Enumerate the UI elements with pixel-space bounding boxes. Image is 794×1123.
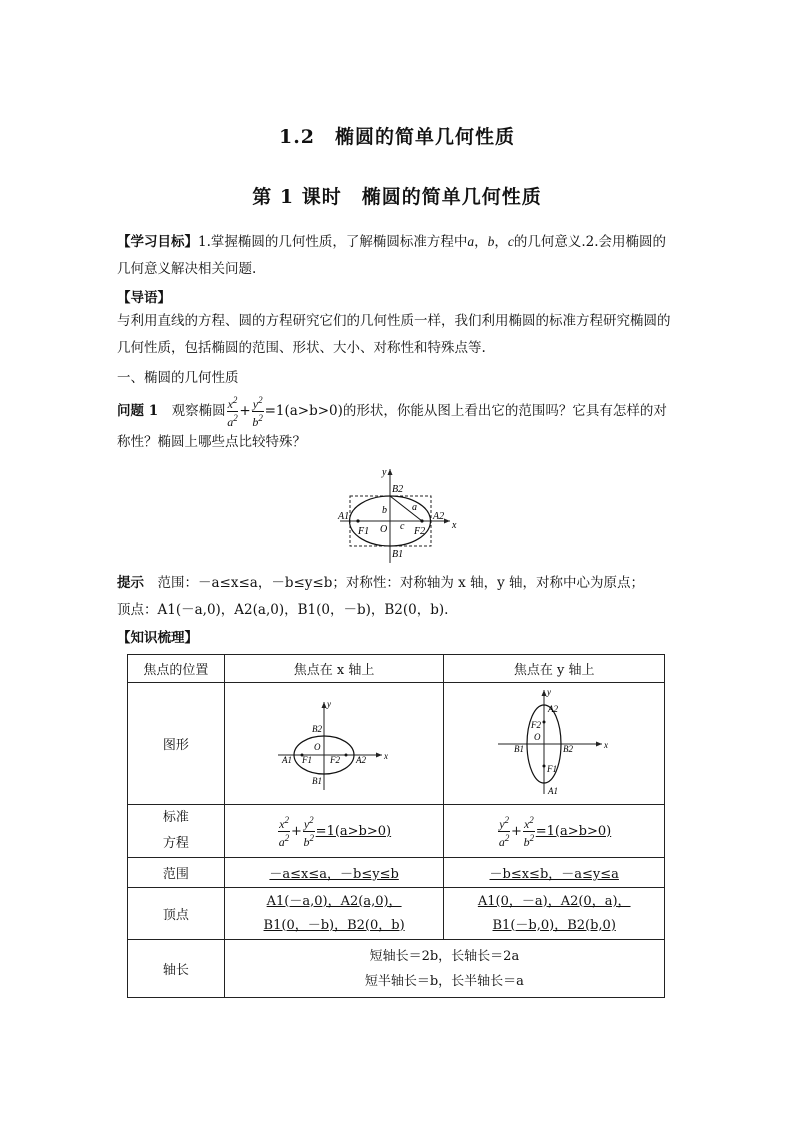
fx-label-o: O: [314, 741, 321, 752]
cell-equation-x: $\frac{x^2}{a^2}$ + $\frac{y^2}{b^2}$ =1(a>b>0): [224, 805, 444, 858]
fx-label-b2: B2: [312, 723, 323, 734]
hint-vertices: 顶点：A1(－a,0)，A2(a,0)，B1(0，－b)，B2(0，b).: [117, 602, 449, 618]
lesson-title: 第 1 课时 椭圆的简单几何性质: [252, 186, 542, 208]
knowledge-tag: 【知识梳理】: [117, 630, 198, 646]
guide-text: 与利用直线的方程、圆的方程研究它们的几何性质一样，我们利用椭圆的标准方程研究椭圆的几何性质，包括椭圆的范围、形状、大小、对称性和特殊点等.: [117, 313, 671, 356]
hint-symmetry: 对称性：对称轴为 x 轴，y 轴，对称中心为原点；: [345, 575, 644, 591]
var-b: b: [487, 234, 495, 249]
eqx-fraction-1: $\frac{x^2}{a^2}$: [278, 814, 290, 849]
table-row-axis: [128, 940, 665, 998]
question-condition: =1(a>b>0): [264, 403, 343, 419]
hint-range: －a≤x≤a，－b≤y≤b；: [198, 575, 346, 591]
fy-label-f2: F2: [531, 719, 542, 730]
cell-figure-y: [444, 683, 665, 805]
fx-label-x: x: [384, 750, 389, 761]
y-axis-arrow: [388, 469, 393, 475]
table-row-shape: [128, 683, 665, 805]
label-b1: B1: [392, 549, 404, 560]
var-a: a: [467, 234, 475, 249]
vertex-x-line-2: B1(0，－b)，B2(0，b): [263, 917, 405, 933]
fy-label-b1: B1: [514, 743, 525, 754]
header-focus-x: 焦点在 x 轴上: [224, 655, 444, 683]
label-x: x: [452, 520, 457, 531]
fy-label-a1: A1: [548, 785, 559, 796]
chapter-title: 1.2 椭圆的简单几何性质: [278, 126, 516, 148]
eqy-fraction-1: $\frac{y^2}{a^2}$: [498, 814, 510, 849]
fx-label-a2: A2: [356, 754, 367, 765]
table-header-row: [128, 655, 665, 683]
label-f1: F1: [358, 526, 370, 537]
fraction-y2-b2: $\frac{y^2}{b^2}$: [252, 395, 263, 429]
label-a: a: [412, 502, 417, 513]
var-c: c: [507, 234, 514, 249]
learning-objective: 【学习目标】1.掌握椭圆的几何性质，了解椭圆标准方程中a，b，c的几何意义.2.会用椭圆的几何意义解决相关问题.: [117, 234, 667, 277]
label-f2: F2: [414, 526, 426, 537]
axis-line-1: 短轴长＝2b，长轴长＝2a: [369, 948, 520, 964]
fx-label-f1: F1: [302, 754, 313, 765]
label-c: c: [400, 521, 405, 532]
cell-figure-x: [224, 683, 444, 805]
eqy-fraction-2: $\frac{x^2}{b^2}$: [523, 814, 535, 849]
fx-label-f2: F2: [330, 754, 341, 765]
figure-focus-y: [494, 686, 614, 798]
ellipse-figure: [330, 463, 470, 567]
fx-label-b1: B1: [312, 775, 323, 786]
vertex-y-line-2: B1(－b,0)，B2(b,0): [492, 917, 616, 933]
figure-focus-x: [274, 692, 394, 792]
cell-range-y: －b≤x≤b，－a≤y≤a: [444, 858, 665, 888]
cell-vertex-x: [224, 888, 444, 940]
fy-label-y: y: [547, 686, 552, 697]
question-tag: 问题 1: [117, 403, 159, 419]
fy-label-x: x: [604, 739, 609, 750]
focus-point-f1: [356, 519, 359, 522]
row-label-equation-1: 标准: [162, 810, 189, 825]
fy-label-o: O: [534, 731, 541, 742]
row-label-range: 范围: [128, 858, 225, 888]
fy-label-a2: A2: [548, 703, 559, 714]
segment-a: [390, 496, 422, 521]
label-a2: A2: [433, 511, 445, 522]
guide-tag: 【导语】: [117, 290, 171, 306]
cell-equation-y: $\frac{y^2}{a^2}$ + $\frac{x^2}{b^2}$ =1(a>b>0): [444, 805, 665, 858]
objective-tag: 【学习目标】: [117, 234, 198, 250]
hint-line-1: [117, 570, 677, 597]
question-1: 问题 1 观察椭圆 $\frac{x^2}{a^2}$ + $\frac{y^2}{b^2}$ =1(a>b>0)的形状，你能从图上看出它的范围吗？它具有怎样的对称性？椭圆上哪些点比较特殊？: [117, 395, 667, 450]
hint-tag: 提示: [117, 575, 144, 591]
hint-range-label: 范围：: [157, 575, 198, 591]
table-row-equation: [128, 805, 665, 858]
vertex-x-line-1: A1(－a,0)，A2(a,0)，: [266, 893, 402, 909]
objective-text-2: 的几何意义.2.会用椭圆的几何意义解决相关问题.: [117, 234, 667, 277]
label-y: y: [382, 467, 387, 478]
table-row-vertex: [128, 888, 665, 940]
fx-label-a1: A1: [282, 754, 293, 765]
row-label-equation: [128, 805, 225, 858]
header-focus-y: 焦点在 y 轴上: [444, 655, 665, 683]
fraction-x2-a2: $\frac{x^2}{a^2}$: [227, 395, 238, 429]
eqx-fraction-2: $\frac{y^2}{b^2}$: [303, 814, 314, 849]
cell-vertex-y: [444, 888, 665, 940]
fy-label-b2: B2: [563, 743, 574, 754]
label-o: O: [380, 524, 388, 535]
axis-line-2: 短半轴长＝b，长半轴长＝a: [364, 973, 524, 989]
fx-label-y: y: [327, 698, 332, 709]
row-label-shape: 图形: [128, 683, 225, 805]
cell-range-x: －a≤x≤a，－b≤y≤b: [224, 858, 444, 888]
section-heading: 一、椭圆的几何性质: [117, 370, 239, 386]
label-a1: A1: [338, 511, 350, 522]
row-label-vertex: 顶点: [128, 888, 225, 940]
objective-text-1: 1.掌握椭圆的几何性质，了解椭圆标准方程中: [198, 234, 468, 250]
eqy-condition: =1(a>b>0): [535, 823, 612, 839]
question-text-after: 的形状，你能从图上看出它的范围吗？它具有怎样的对称性？椭圆上哪些点比较特殊？: [117, 403, 667, 450]
question-text-before: 观察椭圆: [171, 403, 226, 419]
vertex-y-line-1: A1(0，－a)，A2(0，a)，: [477, 893, 631, 909]
focus-point-f2: [420, 519, 423, 522]
cell-axis-lengths: [224, 940, 664, 998]
row-label-equation-2: 方程: [162, 836, 189, 851]
knowledge-table: [127, 654, 665, 998]
fy-label-f1: F1: [547, 763, 558, 774]
header-position: 焦点的位置: [128, 655, 225, 683]
eqx-condition: =1(a>b>0): [315, 823, 392, 839]
label-b: b: [382, 505, 387, 516]
label-b2: B2: [392, 484, 404, 495]
table-row-range: [128, 858, 665, 888]
x-axis-arrow: [444, 519, 450, 524]
row-label-axis: 轴长: [128, 940, 225, 998]
